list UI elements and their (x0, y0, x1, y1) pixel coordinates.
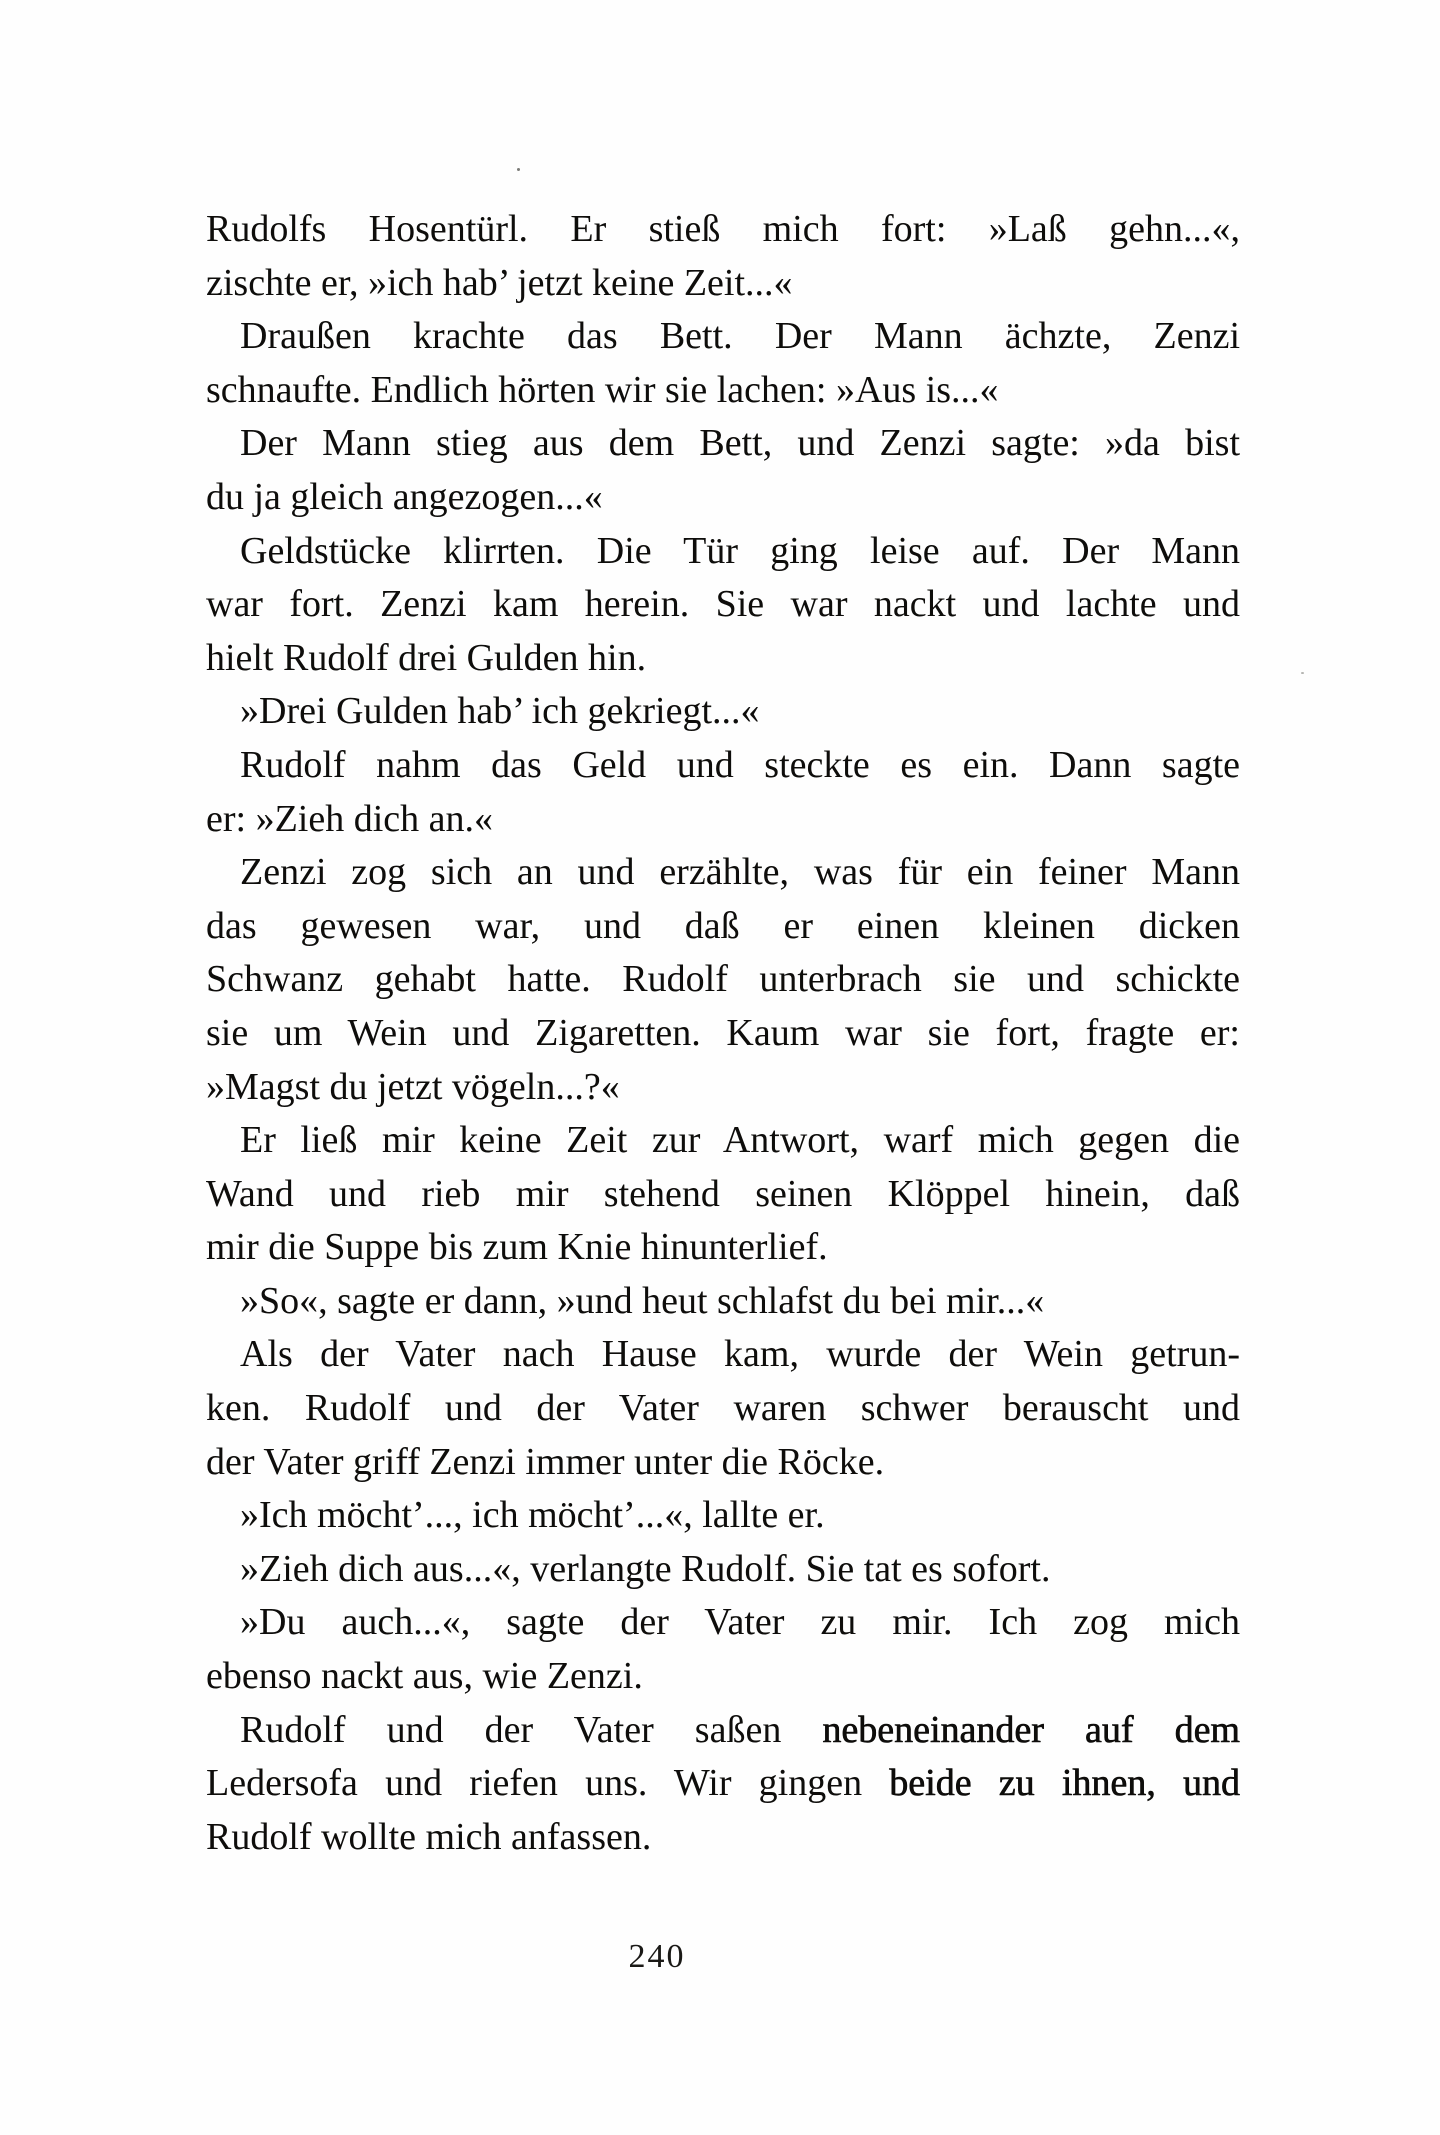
text-segment: »Magst du jetzt vögeln...?« (206, 1065, 620, 1108)
page-number: 240 (628, 1938, 686, 1975)
text-line (206, 1704, 1240, 1758)
text-line (206, 900, 1240, 954)
text-segment: »So«, sagte er dann, »und heut schlafst du bei mir...« (240, 1279, 1045, 1322)
text-segment: sie um Wein und Zigaretten. Kaum war sie fort, fragte er: (206, 1011, 1240, 1054)
text-segment: Schwanz gehabt hatte. Rudolf unterbrach sie und schickte (206, 958, 1240, 1001)
text-segment: war fort. Zenzi kam herein. Sie war nackt und lachte und (206, 583, 1240, 626)
text-segment: mir die Suppe bis zum Knie hinunterlief. (206, 1226, 828, 1269)
text-line (206, 739, 1240, 793)
text-line (206, 1275, 1240, 1329)
text-segment: zischte er, »ich hab’ jetzt keine Zeit...« (206, 261, 793, 304)
text-segment: Rudolf wollte mich anfassen. (206, 1815, 652, 1858)
text-segment: Geldstücke klirrten. Die Tür ging leise auf. Der Mann (240, 529, 1240, 572)
text-segment: »Zieh dich aus...«, verlangte Rudolf. Sie tat es sofort. (240, 1547, 1051, 1590)
text-line (206, 846, 1240, 900)
text-line (206, 417, 1240, 471)
text-line (206, 1168, 1240, 1222)
text-segment: das gewesen war, und daß er einen kleinen dicken (206, 904, 1240, 947)
text-segment: Ledersofa und riefen uns. Wir gingen (206, 1762, 890, 1805)
text-segment: Rudolf und der Vater saßen (240, 1708, 823, 1751)
text-segment: »Du auch...«, sagte der Vater zu mir. Ich zog mich (240, 1601, 1240, 1644)
text-line (206, 1489, 1240, 1543)
text-line (206, 1061, 1240, 1115)
text-segment: »Ich möcht’..., ich möcht’...«, lallte er. (240, 1494, 825, 1537)
text-line (206, 578, 1240, 632)
text-line (206, 1114, 1240, 1168)
heavy-ink-text: nebeneinander auf dem (822, 1708, 1240, 1751)
text-line (206, 1221, 1240, 1275)
text-line (206, 1650, 1240, 1704)
text-segment: Wand und rieb mir stehend seinen Klöppel hinein, daß (206, 1172, 1240, 1215)
text-segment: schnaufte. Endlich hörten wir sie lachen: »Aus is...« (206, 368, 999, 411)
heavy-ink-text: beide zu ihnen, und (889, 1762, 1240, 1805)
text-segment: Draußen krachte das Bett. Der Mann ächzte, Zenzi (240, 315, 1240, 358)
text-segment: er: »Zieh dich an.« (206, 797, 494, 840)
text-segment: ebenso nackt aus, wie Zenzi. (206, 1655, 643, 1698)
text-segment: Zenzi zog sich an und erzählte, was für ein feiner Mann (240, 851, 1240, 894)
text-line (206, 1811, 1240, 1865)
text-line (206, 1436, 1240, 1490)
page-text (206, 203, 1240, 1864)
text-line (206, 685, 1240, 739)
scan-speck (517, 168, 520, 171)
text-segment: Der Mann stieg aus dem Bett, und Zenzi sagte: »da bist (240, 422, 1240, 465)
text-line (206, 525, 1240, 579)
text-line (206, 364, 1240, 418)
text-line (206, 1543, 1240, 1597)
text-line (206, 203, 1240, 257)
text-segment: Als der Vater nach Hause kam, wurde der Wein getrun- (240, 1333, 1240, 1376)
text-line (206, 257, 1240, 311)
text-segment: der Vater griff Zenzi immer unter die Röcke. (206, 1440, 885, 1483)
text-line (206, 310, 1240, 364)
text-segment: du ja gleich angezogen...« (206, 475, 603, 518)
text-line (206, 471, 1240, 525)
text-segment: Er ließ mir keine Zeit zur Antwort, warf mich gegen die (240, 1119, 1240, 1162)
text-line (206, 1007, 1240, 1061)
text-line (206, 1382, 1240, 1436)
text-line (206, 953, 1240, 1007)
text-line (206, 793, 1240, 847)
text-segment: »Drei Gulden hab’ ich gekriegt...« (240, 690, 760, 733)
scan-speck (1301, 672, 1304, 674)
text-segment: Rudolf nahm das Geld und steckte es ein. Dann sagte (240, 743, 1240, 786)
text-line (206, 1757, 1240, 1811)
text-line (206, 1328, 1240, 1382)
text-line (206, 632, 1240, 686)
text-segment: hielt Rudolf drei Gulden hin. (206, 636, 647, 679)
text-segment: ken. Rudolf und der Vater waren schwer berauscht und (206, 1387, 1240, 1430)
text-segment: Rudolfs Hosentürl. Er stieß mich fort: »Laß gehn...«, (206, 208, 1240, 250)
text-line (206, 1596, 1240, 1650)
